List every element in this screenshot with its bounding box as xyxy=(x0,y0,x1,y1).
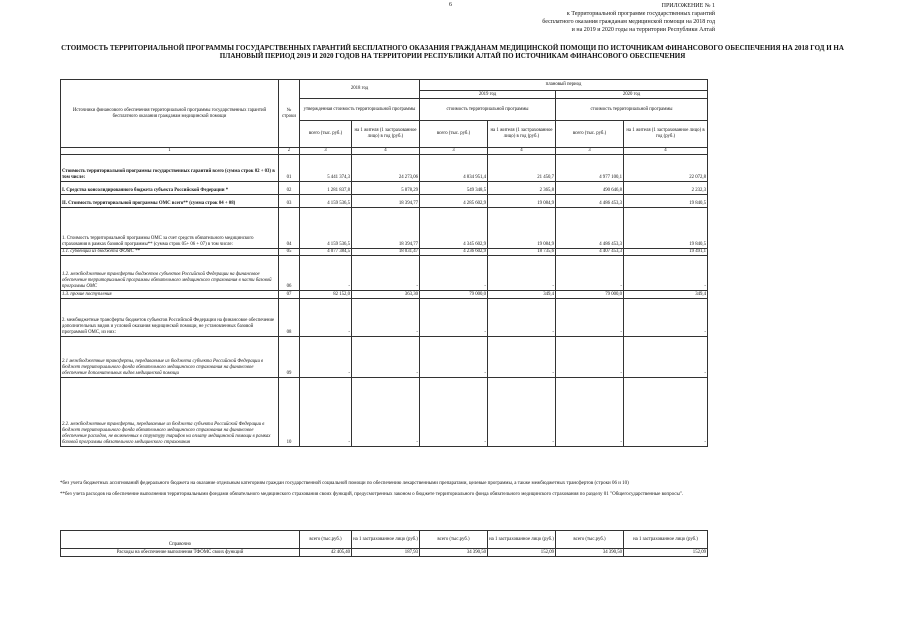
row-value: 2 365,8 xyxy=(488,182,556,195)
column-number-row xyxy=(61,148,708,155)
row-value: 2 232,3 xyxy=(624,182,708,195)
row-value: 21 450,7 xyxy=(488,155,556,182)
row-value: - xyxy=(624,378,708,447)
row-value: - xyxy=(624,337,708,378)
row-value: - xyxy=(624,256,708,291)
row-value: 490 646,8 xyxy=(556,182,624,195)
row-value: 4 236 602,9 xyxy=(420,249,488,256)
reference-header: всего (тыс.руб.) xyxy=(420,531,488,549)
row-value: - xyxy=(488,299,556,337)
row-value: 4 285 602,9 xyxy=(420,195,488,208)
document-title: СТОИМОСТЬ ТЕРРИТОРИАЛЬНОЙ ПРОГРАММЫ ГОСУДАРСТВЕННЫХ ГАРАНТИЙ БЕСПЛАТНОГО ОКАЗАНИЯ ГРАЖДАНАМ МЕДИЦИНСКОЙ ПОМОЩИ ПО ИСТОЧНИКАМ ФИНАНСОВОГО ОБЕСПЕЧЕНИЯ НА 2018 ГОД И НА ПЛАНОВЫЙ ПЕРИОД 2019 И 2020 ГОДОВ НА ТЕРРИТОРИИ РЕСПУБЛИКИ АЛТАЙ ПО ИСТОЧНИКАМ ФИНАНСОВОГО ОБЕСПЕЧЕНИЯ xyxy=(61,44,844,60)
table-row xyxy=(61,337,708,378)
table-row xyxy=(61,256,708,291)
row-value: 19 084,9 xyxy=(488,208,556,249)
row-value: - xyxy=(300,378,352,447)
row-value: - xyxy=(352,299,420,337)
table-row xyxy=(61,378,708,447)
table-row xyxy=(61,299,708,337)
header-year-2020: 2020 год xyxy=(556,91,708,99)
appendix-line-1: к Территориальной программе государственных гарантий xyxy=(566,11,715,17)
row-number: 05 xyxy=(279,249,300,256)
row-label: 2. межбюджетные трансферты бюджетов субъектов Российской Федерации на финансовое обеспечение дополнительных видов и условий оказания медицинской помощи, не установленных базовой программой ОМС, из них: xyxy=(61,299,279,337)
row-value: - xyxy=(556,337,624,378)
row-value: - xyxy=(420,378,488,447)
reference-value: 187,93 xyxy=(352,549,420,557)
row-value: 549 348,5 xyxy=(420,182,488,195)
header-total-2020: всего (тыс. руб.) xyxy=(556,121,624,148)
header-total-2019: всего (тыс. руб.) xyxy=(420,121,488,148)
header-program-cost-2019: стоимость территориальной программы xyxy=(420,99,556,121)
appendix-line-2: бесплатного оказания гражданам медицинской помощи на 2018 год xyxy=(542,19,715,25)
row-value: 19 084,9 xyxy=(488,195,556,208)
row-value: 19 840,5 xyxy=(624,208,708,249)
table-row xyxy=(61,155,708,182)
row-value: 4 977 100,1 xyxy=(556,155,624,182)
row-number: 02 xyxy=(279,182,300,195)
row-value: - xyxy=(352,337,420,378)
reference-header: всего (тыс.руб.) xyxy=(556,531,624,549)
row-value: 82 152,0 xyxy=(300,291,352,299)
col-number: 4 xyxy=(352,148,420,155)
row-value: - xyxy=(556,378,624,447)
row-number: 09 xyxy=(279,337,300,378)
reference-value: 152,09 xyxy=(624,549,708,557)
row-value: 18 394,77 xyxy=(352,195,420,208)
row-value: 79 000,0 xyxy=(556,291,624,299)
appendix-header xyxy=(415,2,715,34)
row-value: - xyxy=(556,299,624,337)
row-value: 4 159 536,5 xyxy=(300,195,352,208)
footnote-1: *без учета бюджетных ассигнований федерального бюджета на оказание отдельным категориям граждан государственной социальной помощи по обеспечению лекарственными препаратами, целевые программы, а также межбюджетных трансфертов (строки 06 и 10) xyxy=(60,481,629,486)
header-per-capita-2020: на 1 жителя (1 застрахованное лицо) в год (руб.) xyxy=(624,121,708,148)
reference-row-label: Расходы на обеспечение выполнения ТФОМС своих функций xyxy=(61,549,300,557)
row-value: - xyxy=(488,337,556,378)
reference-header: на 1 застрахованное лицо (руб.) xyxy=(624,531,708,549)
row-label: 2.2. межбюджетные трансферты, передаваемые из бюджета субъекта Российской Федерации в бюджет территориального фонда обязательного медицинского страхования на финансовое обеспечение расходов, не включенных в структуру тарифов на оплату медицинской помощи в рамках базовой программы обязательного медицинского страхования xyxy=(61,378,279,447)
reference-header: всего (тыс.руб.) xyxy=(300,531,352,549)
row-value: 79 000,0 xyxy=(420,291,488,299)
row-number: 04 xyxy=(279,208,300,249)
table-row xyxy=(61,291,708,299)
cost-table xyxy=(60,79,708,447)
col-number: 2 xyxy=(279,148,300,155)
header-row-number: № строки xyxy=(279,80,300,148)
page-number: 6 xyxy=(449,2,452,8)
row-value: - xyxy=(488,378,556,447)
row-value: - xyxy=(300,256,352,291)
reference-header: на 1 застрахованное лицо (руб.) xyxy=(488,531,556,549)
table-row xyxy=(61,249,708,256)
header-approved-cost: утвержденная стоимость территориальной программы xyxy=(300,99,420,121)
header-per-capita-2018: на 1 жителя (1 застрахованное лицо) в год (руб.) xyxy=(352,121,420,148)
row-value: - xyxy=(420,256,488,291)
row-value: 363,30 xyxy=(352,291,420,299)
header-total-2018: всего (тыс. руб.) xyxy=(300,121,352,148)
header-per-capita-2019: на 1 жителя (1 застрахованное лицо) в год (руб.) xyxy=(488,121,556,148)
header-source: Источники финансового обеспечения территориальной программы государственных гарантий бесплатного оказания гражданам медицинской помощи xyxy=(61,80,279,148)
reference-value: 34 390,50 xyxy=(420,549,488,557)
row-value: 4 486 453,3 xyxy=(556,195,624,208)
footnote-2: **без учета расходов на обеспечение выполнения территориальными фондами обязательного медицинского страхования своих функций, предусмотренных законом о бюджете территориального фонда обязательного медицинского страхования по разделу 01 "Общегосударственные вопросы". xyxy=(60,491,684,497)
row-value: 4 834 951,4 xyxy=(420,155,488,182)
row-value: 18 735,6 xyxy=(488,249,556,256)
col-number: 4 xyxy=(624,148,708,155)
row-value: 4 077 384,5 xyxy=(300,249,352,256)
row-label: 1.1. субвенции из бюджета ФОМС ** xyxy=(61,249,279,256)
row-label: 1.2. межбюджетные трансферты бюджетов субъектов Российской Федерации на финансовое обеспечение территориальной программы обязательного медицинского страхования в части базовой программы ОМС xyxy=(61,256,279,291)
reference-value: 152,09 xyxy=(488,549,556,557)
row-value: - xyxy=(624,299,708,337)
reference-value: 34 390,50 xyxy=(556,549,624,557)
header-planning-period: плановый период xyxy=(420,80,708,91)
reference-label: Справочно xyxy=(61,531,300,549)
row-label: 1.3. прочие поступления xyxy=(61,291,279,299)
row-value: 19 491,1 xyxy=(624,249,708,256)
row-value: - xyxy=(352,378,420,447)
row-value: 349,4 xyxy=(488,291,556,299)
row-value: - xyxy=(420,337,488,378)
appendix-line-3: и на 2019 и 2020 годы на территории Республики Алтай xyxy=(571,27,715,33)
col-number: 3 xyxy=(420,148,488,155)
row-value: 349,4 xyxy=(624,291,708,299)
row-number: 10 xyxy=(279,378,300,447)
table-row xyxy=(61,182,708,195)
row-number: 01 xyxy=(279,155,300,182)
row-number: 07 xyxy=(279,291,300,299)
row-value: 5 878,29 xyxy=(352,182,420,195)
row-label: 2.1 межбюджетные трансферты, передаваемые из бюджета субъекта Российской Федерации в бюджет территориального фонда обязательного медицинского страхования на финансовое обеспечение дополнительных видов медицинской помощи xyxy=(61,337,279,378)
row-label: Стоимость территориальной программы государственных гарантий всего (сумма строк 02 + 03) в том числе: xyxy=(61,155,279,182)
col-number: 4 xyxy=(488,148,556,155)
row-label: I. Средства консолидированного бюджета субъекта Российской Федерации * xyxy=(61,182,279,195)
row-value: 4 407 453,3 xyxy=(556,249,624,256)
row-label: 1. Стоимость территориальной программы ОМС за счет средств обязательного медицинского страхования в рамках базовой программы** (сумма строк 05+ 06 + 07) в том числе: xyxy=(61,208,279,249)
header-program-cost-2020: стоимость территориальной программы xyxy=(556,99,708,121)
row-value: 4 345 602,9 xyxy=(420,208,488,249)
reference-header: на 1 застрахованное лицо (руб.) xyxy=(352,531,420,549)
col-number: 3 xyxy=(556,148,624,155)
row-value: 18 394,77 xyxy=(352,208,420,249)
table-row xyxy=(61,195,708,208)
reference-value: 42 405,40 xyxy=(300,549,352,557)
row-value: - xyxy=(300,337,352,378)
row-value: - xyxy=(420,299,488,337)
row-value: - xyxy=(300,299,352,337)
col-number: 3 xyxy=(300,148,352,155)
row-value: - xyxy=(488,256,556,291)
col-number: 1 xyxy=(61,148,279,155)
row-value: 19 840,5 xyxy=(624,195,708,208)
header-year-2019: 2019 год xyxy=(420,91,556,99)
footnotes xyxy=(60,481,710,502)
row-number: 06 xyxy=(279,256,300,291)
row-number: 03 xyxy=(279,195,300,208)
row-value: 4 159 536,5 xyxy=(300,208,352,249)
reference-table xyxy=(60,530,708,557)
row-label: II. Стоимость территориальной программы ОМС всего** (сумма строк 04 + 08) xyxy=(61,195,279,208)
table-row xyxy=(61,208,708,249)
row-value: 5 441 374,3 xyxy=(300,155,352,182)
row-value: 18 031,47 xyxy=(352,249,420,256)
appendix-label: ПРИЛОЖЕНИЕ № 1 xyxy=(661,3,715,9)
row-value: - xyxy=(352,256,420,291)
row-value: 4 486 453,3 xyxy=(556,208,624,249)
header-year-2018: 2018 год xyxy=(300,80,420,99)
row-value: 1 281 837,8 xyxy=(300,182,352,195)
row-value: 24 273,06 xyxy=(352,155,420,182)
row-value: 22 072,8 xyxy=(624,155,708,182)
row-value: - xyxy=(556,256,624,291)
row-number: 08 xyxy=(279,299,300,337)
